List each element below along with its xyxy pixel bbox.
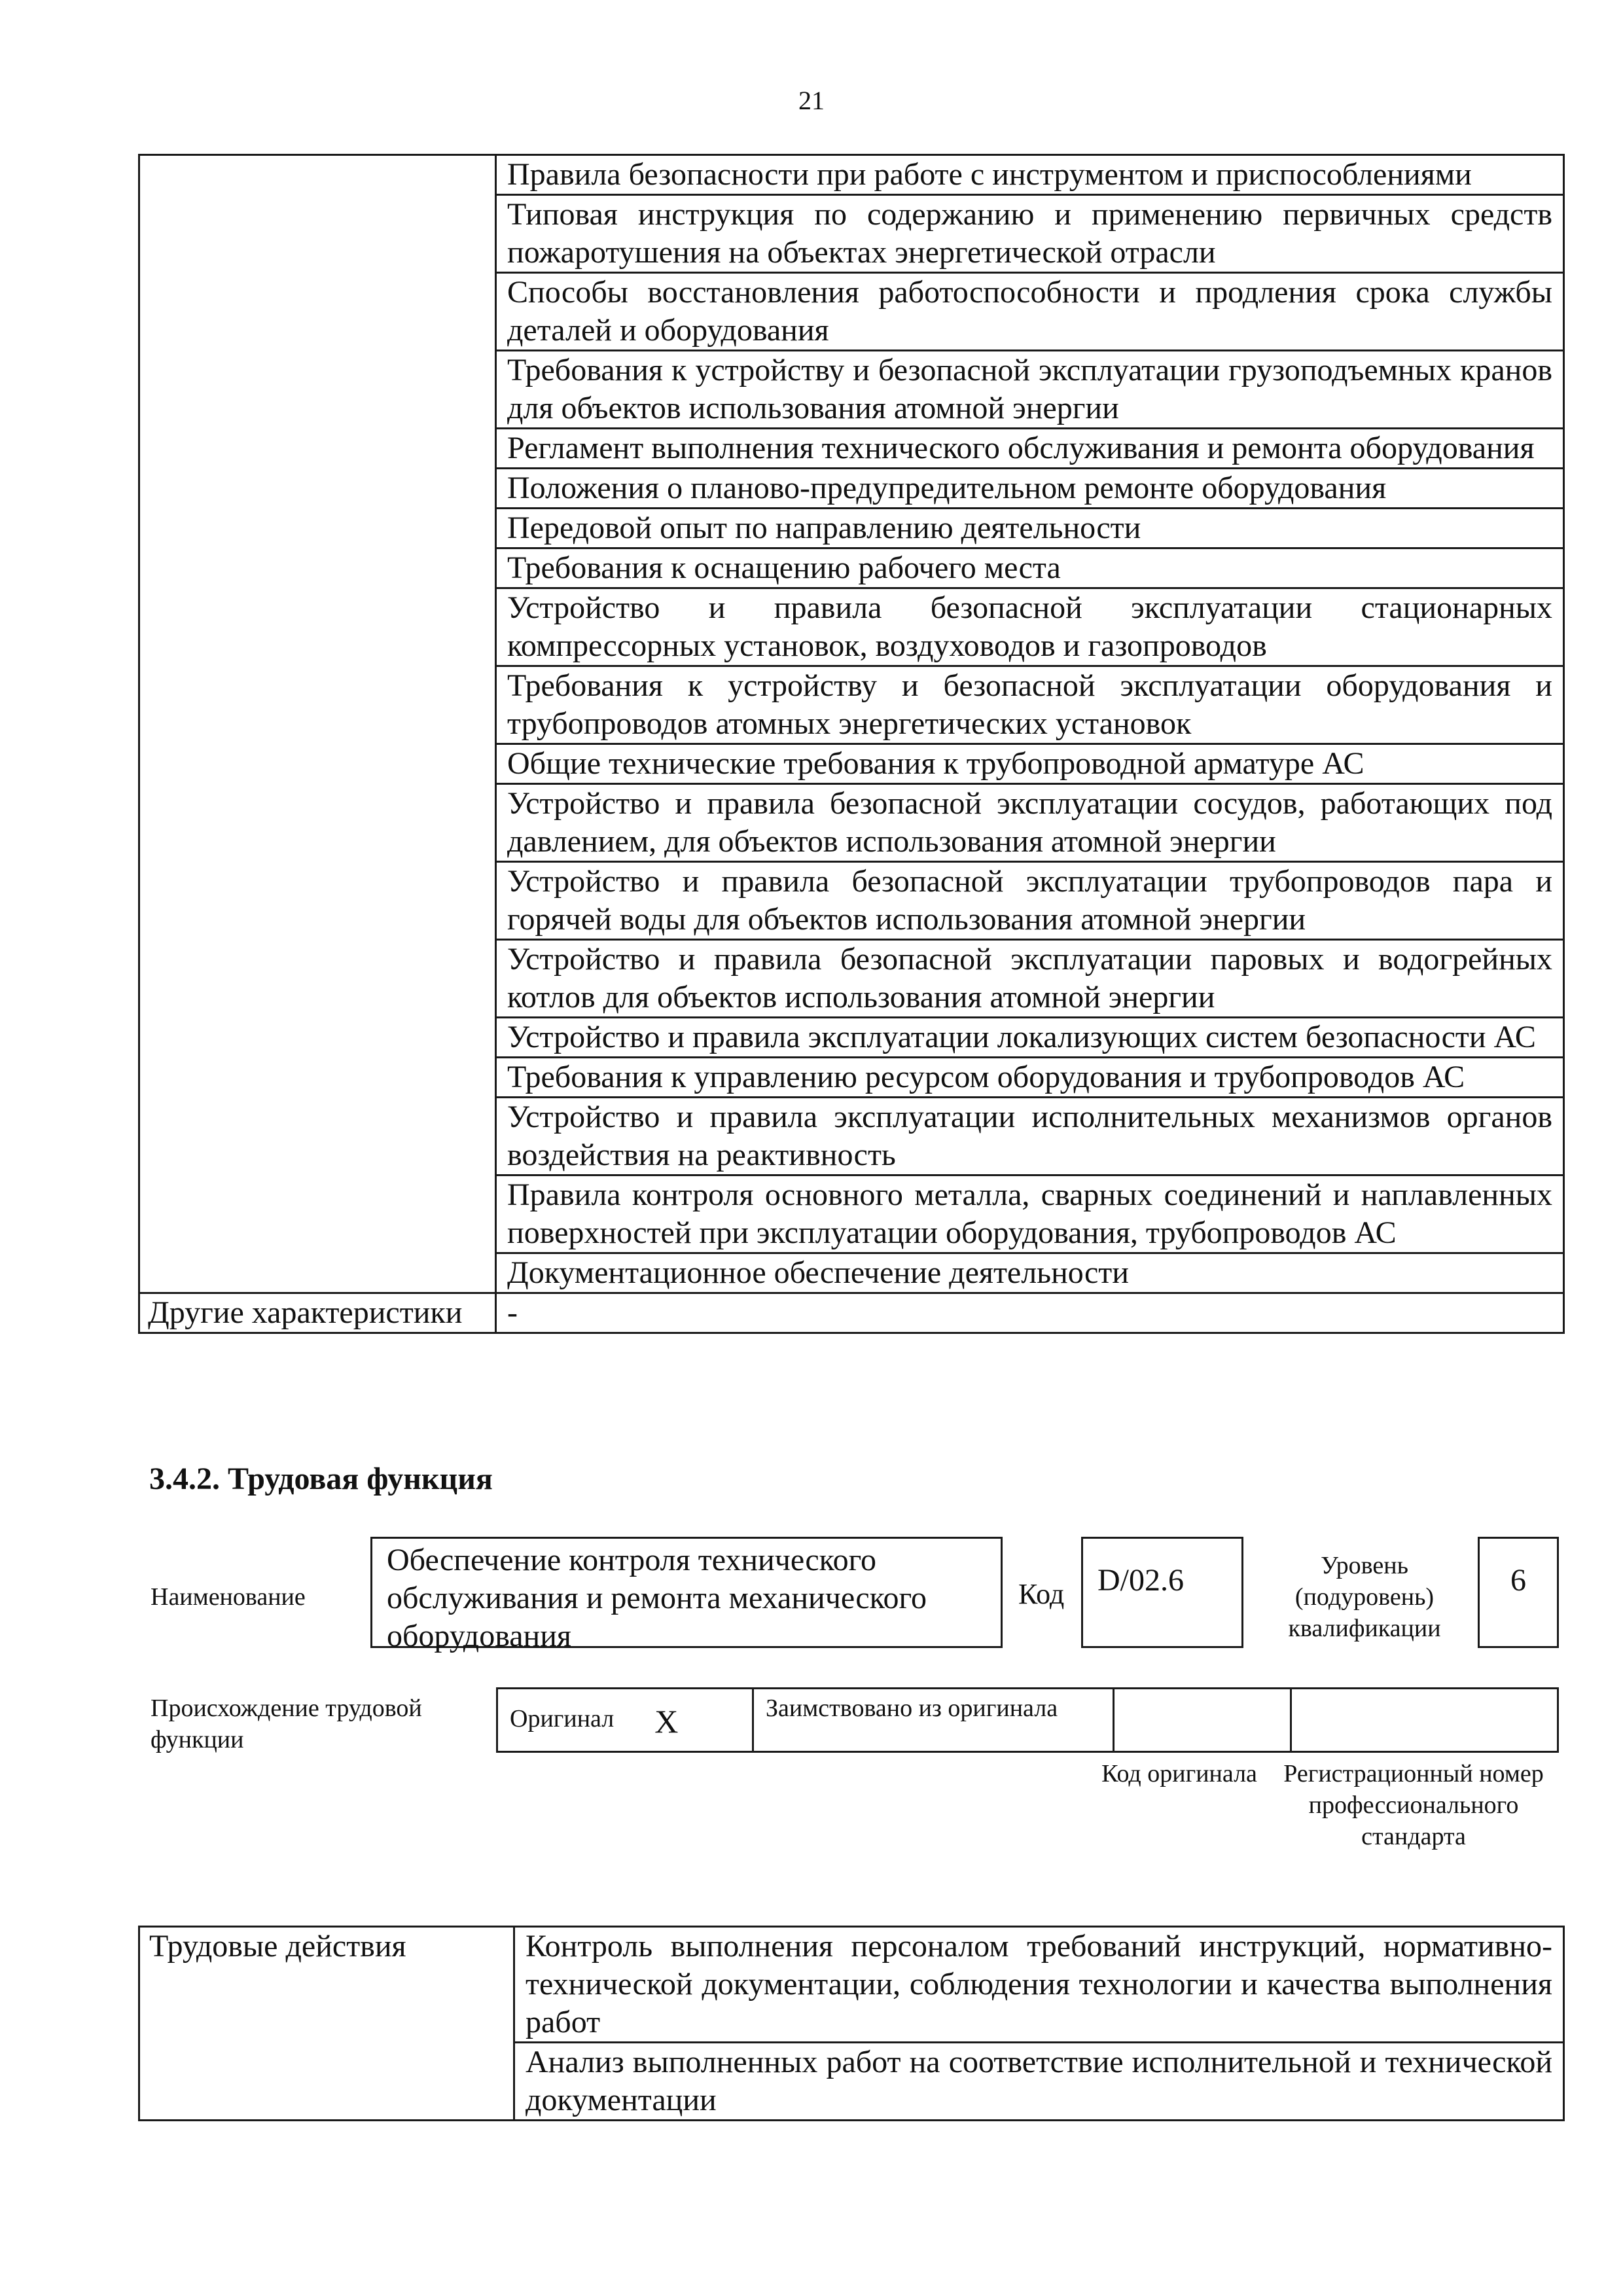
qualification-level-label: Уровень (подуровень) квалификации [1288,1552,1441,1642]
knowledge-item: Устройство и правила эксплуатации исполнительных механизмов органов воздействия на реактивность [496,1098,1564,1175]
knowledge-item: Требования к устройству и безопасной эксплуатации грузоподъемных кранов для объектов использования атомной энергии [496,351,1564,429]
function-name-label: Наименование [151,1583,306,1611]
origin-original-cell [497,1689,753,1752]
knowledge-table [138,154,1565,1334]
function-code-label: Код [1018,1578,1065,1610]
other-characteristics-value: - [496,1293,1564,1333]
qualification-level-value: 6 [1478,1537,1559,1648]
origin-original-mark: X [654,1702,679,1740]
knowledge-item: Устройство и правила безопасной эксплуатации стационарных компрессорных установок, воздуховодов и газопроводов [496,588,1564,666]
knowledge-item: Правила безопасности при работе с инструментом и приспособлениями [496,155,1564,195]
knowledge-row [139,155,1564,195]
origin-borrowed-cell: Заимствовано из оригинала [753,1689,1114,1752]
knowledge-item: Требования к устройству и безопасной эксплуатации оборудования и трубопроводов атомных энергетических установок [496,666,1564,744]
knowledge-label-cell [139,155,496,1293]
knowledge-item: Устройство и правила безопасной эксплуатации паровых и водогрейных котлов для объектов использования атомной энергии [496,940,1564,1018]
origin-reg-number-cell [1291,1689,1558,1752]
knowledge-item: Регламент выполнения технического обслуживания и ремонта оборудования [496,429,1564,469]
labor-actions-body [139,1927,1564,2121]
code-original-caption: Код оригинала [1101,1760,1257,1787]
reg-number-caption: Регистрационный номер профессионального стандарта [1283,1760,1544,1850]
knowledge-table-body [139,155,1564,1333]
knowledge-item: Устройство и правила безопасной эксплуатации трубопроводов пара и горячей воды для объектов использования атомной энергии [496,862,1564,940]
knowledge-item: Способы восстановления работоспособности и продления срока службы деталей и оборудования [496,273,1564,351]
knowledge-item: Правила контроля основного металла, сварных соединений и наплавленных поверхностей при эксплуатации оборудования, трубопроводов АС [496,1175,1564,1253]
origin-label: Происхождение трудовой функции [151,1695,422,1753]
labor-actions-table [138,1926,1565,2121]
section-heading: 3.4.2. Трудовая функция [149,1462,493,1496]
labor-action-item: Анализ выполненных работ на соответствие исполнительной и технической документации [514,2043,1564,2121]
labor-action-item: Контроль выполнения персоналом требований инструкций, нормативно-технической документации, соблюдения технологии и качества выполнения работ [514,1927,1564,2043]
knowledge-item: Общие технические требования к трубопроводной арматуре АС [496,744,1564,784]
knowledge-item: Требования к оснащению рабочего места [496,548,1564,588]
page-number: 21 [798,86,825,115]
origin-original-label: Оригинал [510,1705,615,1733]
function-name-value: Обеспечение контроля технического обслуживания и ремонта механического оборудования [370,1537,1003,1648]
origin-code-cell [1114,1689,1291,1752]
other-characteristics-row [139,1293,1564,1333]
other-characteristics-label: Другие характеристики [139,1293,496,1333]
knowledge-item: Положения о планово-предупредительном ремонте оборудования [496,469,1564,509]
knowledge-item: Требования к управлению ресурсом оборудования и трубопроводов АС [496,1058,1564,1098]
labor-actions-label: Трудовые действия [139,1927,514,2121]
knowledge-item: Устройство и правила эксплуатации локализующих систем безопасности АС [496,1018,1564,1058]
knowledge-item: Устройство и правила безопасной эксплуатации сосудов, работающих под давлением, для объектов использования атомной энергии [496,784,1564,862]
knowledge-item: Передовой опыт по направлению деятельности [496,509,1564,548]
function-code-value: D/02.6 [1081,1537,1243,1648]
knowledge-item: Типовая инструкция по содержанию и применению первичных средств пожаротушения на объектах энергетической отрасли [496,195,1564,273]
origin-table [496,1687,1559,1753]
knowledge-item: Документационное обеспечение деятельности [496,1253,1564,1293]
labor-action-row [139,1927,1564,2043]
